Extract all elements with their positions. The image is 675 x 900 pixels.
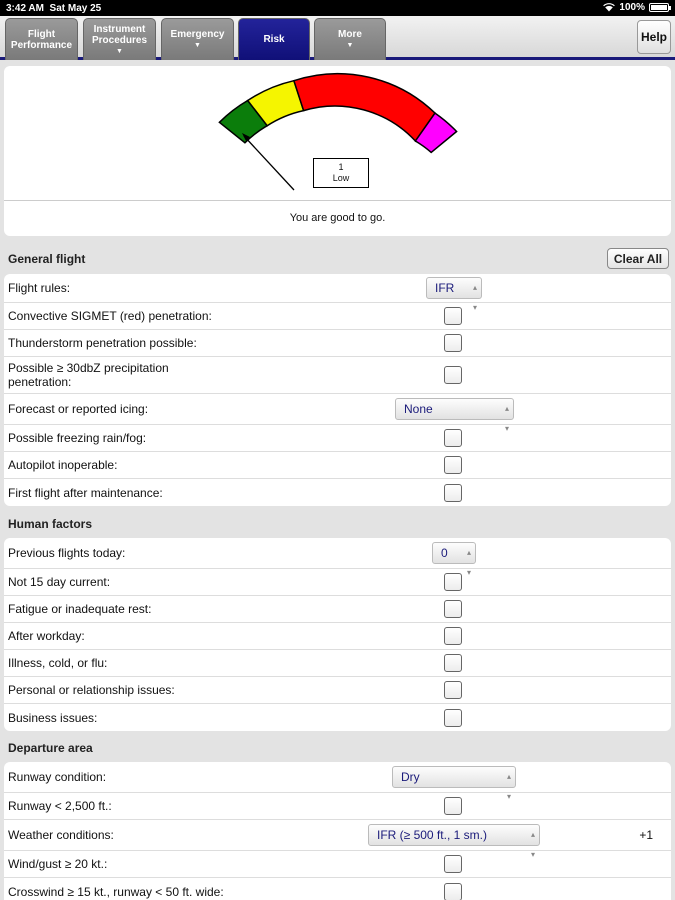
row-label: Possible ≥ 30dbZ precipitation penetration: bbox=[8, 361, 169, 389]
section-title-human-factors: Human factors bbox=[8, 517, 93, 531]
weather-conditions-select[interactable]: IFR (≥ 500 ft., 1 sm.) ▴ ▾ bbox=[368, 824, 540, 846]
row-personal-issues bbox=[4, 677, 671, 704]
tab-label: Emergency bbox=[170, 29, 225, 40]
battery-percent: 100% bbox=[619, 2, 645, 13]
crosswind-checkbox[interactable] bbox=[444, 883, 462, 900]
dropdown-arrow-icon: ▴ ▾ bbox=[504, 404, 509, 433]
tab-label: More bbox=[338, 29, 362, 40]
first-flight-checkbox[interactable] bbox=[444, 484, 462, 502]
risk-gauge-panel bbox=[4, 66, 671, 236]
previous-flights-select[interactable]: 0 ▴ ▾ bbox=[432, 542, 476, 564]
row-autopilot bbox=[4, 452, 671, 479]
row-label: Fatigue or inadequate rest: bbox=[8, 602, 152, 616]
tab-more[interactable] bbox=[314, 18, 386, 60]
after-workday-checkbox[interactable] bbox=[444, 627, 462, 645]
row-label: Possible freezing rain/fog: bbox=[8, 431, 147, 445]
row-label: After workday: bbox=[8, 629, 85, 643]
status-right bbox=[603, 2, 669, 13]
dropdown-arrow-icon: ▴ ▾ bbox=[506, 772, 511, 801]
dropdown-arrow-icon: ▴ ▾ bbox=[472, 283, 477, 312]
risk-level: Low bbox=[332, 173, 350, 183]
status-bar bbox=[0, 0, 675, 16]
battery-icon bbox=[649, 3, 669, 12]
row-label: First flight after maintenance: bbox=[8, 485, 163, 500]
row-short-runway bbox=[4, 793, 671, 820]
row-crosswind bbox=[4, 878, 671, 900]
weather-points: +1 bbox=[639, 828, 653, 842]
row-convective-sigmet bbox=[4, 303, 671, 330]
row-label: Crosswind ≥ 15 kt., runway < 50 ft. wide: bbox=[8, 884, 224, 899]
row-label: Runway condition: bbox=[8, 770, 107, 784]
row-label: Personal or relationship issues: bbox=[8, 683, 175, 697]
row-label: Business issues: bbox=[8, 710, 98, 725]
row-flight-rules bbox=[4, 274, 671, 312]
tab-risk[interactable] bbox=[238, 18, 310, 60]
wind-gust-checkbox[interactable] bbox=[444, 855, 462, 873]
row-label: Convective SIGMET (red) penetration: bbox=[8, 309, 212, 323]
precipitation-checkbox[interactable] bbox=[444, 366, 462, 384]
row-label: Previous flights today: bbox=[8, 546, 126, 560]
departure-area-group bbox=[4, 762, 671, 900]
row-previous-flights bbox=[4, 538, 671, 577]
chevron-down-icon: ▼ bbox=[346, 42, 354, 49]
personal-issues-checkbox[interactable] bbox=[444, 681, 462, 699]
wifi-icon bbox=[603, 3, 615, 12]
flight-rules-select[interactable]: IFR ▴ ▾ bbox=[426, 277, 482, 299]
gauge-segment-high bbox=[294, 74, 435, 141]
row-business-issues bbox=[4, 704, 671, 731]
row-icing bbox=[4, 394, 671, 433]
risk-score-box bbox=[313, 158, 369, 188]
row-label: Thunderstorm penetration possible: bbox=[8, 336, 197, 350]
risk-score: 1 bbox=[338, 162, 344, 172]
icing-select[interactable]: None ▴ ▾ bbox=[395, 398, 514, 420]
tab-bar bbox=[0, 16, 675, 60]
row-label: Not 15 day current: bbox=[8, 575, 111, 589]
row-fatigue bbox=[4, 596, 671, 623]
row-weather-conditions bbox=[4, 820, 671, 859]
row-label: Flight rules: bbox=[8, 281, 71, 295]
tab-emergency[interactable] bbox=[161, 18, 234, 60]
row-thunderstorm bbox=[4, 330, 671, 357]
human-factors-group bbox=[4, 538, 671, 731]
business-issues-checkbox[interactable] bbox=[444, 709, 462, 727]
row-runway-condition bbox=[4, 762, 671, 801]
convective-sigmet-checkbox[interactable] bbox=[444, 307, 462, 325]
row-precipitation bbox=[4, 357, 671, 394]
tab-flight-performance[interactable] bbox=[5, 18, 78, 60]
risk-message: You are good to go. bbox=[289, 212, 386, 224]
thunderstorm-checkbox[interactable] bbox=[444, 334, 462, 352]
short-runway-checkbox[interactable] bbox=[444, 797, 462, 815]
not-current-checkbox[interactable] bbox=[444, 573, 462, 591]
dropdown-arrow-icon: ▴ ▾ bbox=[466, 548, 471, 577]
dropdown-arrow-icon: ▴ ▾ bbox=[530, 830, 535, 859]
row-label: Wind/gust ≥ 20 kt.: bbox=[8, 857, 108, 871]
autopilot-checkbox[interactable] bbox=[444, 456, 462, 474]
row-label: Forecast or reported icing: bbox=[8, 402, 149, 416]
row-illness bbox=[4, 650, 671, 677]
row-label: Weather conditions: bbox=[8, 828, 114, 842]
fatigue-checkbox[interactable] bbox=[444, 600, 462, 618]
tab-label: Risk bbox=[263, 34, 285, 45]
divider bbox=[4, 200, 671, 201]
status-time: 3:42 AM Sat May 25 bbox=[6, 3, 102, 14]
chevron-down-icon: ▼ bbox=[194, 42, 201, 49]
row-label: Runway < 2,500 ft.: bbox=[8, 799, 112, 813]
row-after-workday bbox=[4, 623, 671, 650]
gauge-needle bbox=[244, 136, 294, 190]
row-freezing-rain bbox=[4, 425, 671, 452]
general-flight-group bbox=[4, 274, 671, 506]
runway-condition-select[interactable]: Dry ▴ ▾ bbox=[392, 766, 516, 788]
row-not-current bbox=[4, 569, 671, 596]
section-title-general-flight: General flight bbox=[8, 252, 86, 266]
section-title-departure-area: Departure area bbox=[8, 741, 93, 755]
tab-label: Instrument Procedures bbox=[91, 23, 148, 46]
chevron-down-icon: ▼ bbox=[116, 47, 123, 55]
row-wind-gust bbox=[4, 851, 671, 878]
row-first-flight bbox=[4, 479, 671, 506]
clear-all-button[interactable]: Clear All bbox=[607, 248, 669, 269]
help-button[interactable]: Help bbox=[637, 20, 671, 54]
illness-checkbox[interactable] bbox=[444, 654, 462, 672]
row-label: Illness, cold, or flu: bbox=[8, 656, 108, 670]
tab-instrument-procedures[interactable] bbox=[83, 18, 156, 60]
freezing-rain-checkbox[interactable] bbox=[444, 429, 462, 447]
tab-label: Flight Performance bbox=[10, 28, 73, 51]
row-label: Autopilot inoperable: bbox=[8, 458, 118, 472]
